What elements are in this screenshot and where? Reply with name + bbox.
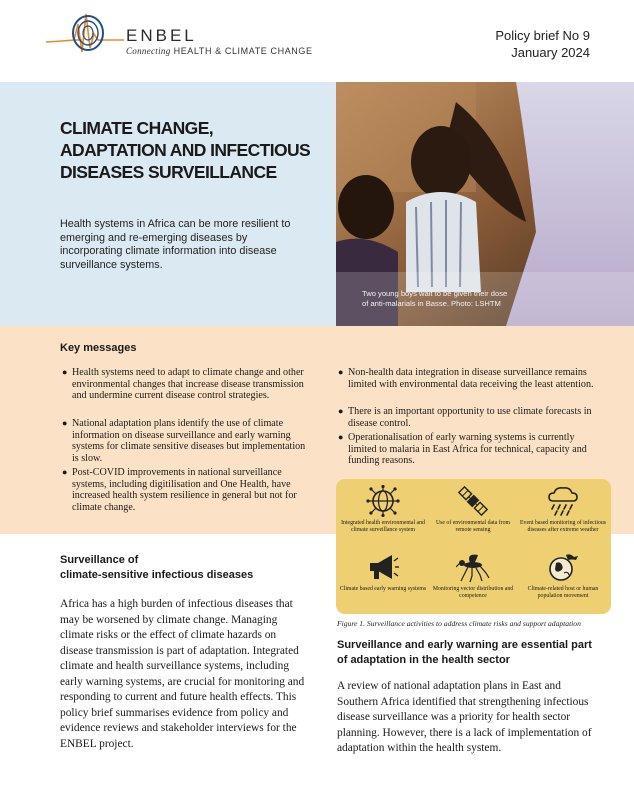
key-message-text: Post-COVID improvements in national surveillance systems, including digitilisation and One Health, have increased health system resilience in general but not for climate change. (72, 467, 297, 513)
intro-paragraph: Health systems in Africa can be more resilient to emerging and re-emerging diseases by incorporating climate information into disease surveillance systems. (60, 218, 291, 271)
brief-date: January 2024 (511, 45, 590, 60)
infographic-cell (519, 551, 607, 599)
section-heading-early-warning: Surveillance and early warning are essential part of adaptation in the health sector (337, 639, 592, 666)
key-message-text: Health systems need to adapt to climate change and other environmental changes that increase disease transmission and undermine current disease control strategies. (72, 367, 304, 402)
enbel-logo-mark (44, 8, 126, 56)
section-heading-line-1: Surveillance of (60, 554, 139, 566)
key-message-text: Non-health data integration in disease surveillance remains limited with environmental data receiving the least attention. (348, 367, 594, 390)
bullet-icon: ● (338, 432, 344, 442)
title-line-1: CLIMATE CHANGE, (60, 118, 214, 138)
infographic-label: Use of environmental data from remote sensing (435, 520, 511, 533)
key-message-item (338, 367, 598, 390)
bullet-icon: ● (62, 418, 68, 428)
infographic-label: Event based monitoring of infectious diseases after extreme weather (520, 520, 606, 533)
title-line-3: DISEASES SURVEILLANCE (60, 162, 277, 182)
key-message-text: Operationalisation of early warning systems is currently limited to malaria in East Africa for technical, capacity and funding reasons. (348, 432, 587, 467)
title-line-2: ADAPTATION AND INFECTIOUS (60, 140, 311, 160)
bullet-icon: ● (338, 406, 344, 416)
photo-caption (362, 289, 542, 308)
section-body-surveillance: Africa has a high burden of infectious diseases that may be worsened by climate change. Managing climate risks or the effect of climate hazards on disease transmission is part of adaptation. Integrated climate and health surveillance systems, including early warning systems, are crucial for monitoring and responding to current and future health effects. This policy brief summarises evidence from policy and evidence reviews and stakeholder interviews for the ENBEL project. (60, 598, 305, 750)
key-message-item (338, 432, 598, 467)
key-message-item (62, 467, 312, 513)
satellite-icon (456, 485, 490, 517)
globe-network-icon (366, 485, 400, 517)
megaphone-icon (366, 551, 400, 583)
page-title (60, 117, 330, 183)
mosquito-icon (456, 551, 490, 583)
logo-name: ENBEL (126, 26, 197, 45)
logo-tagline-rest: HEALTH & CLIMATE CHANGE (173, 46, 313, 56)
infographic-label: Monitoring vector distribution and competence (432, 586, 514, 599)
infographic-cell (429, 551, 517, 599)
surveillance-infographic (336, 479, 611, 614)
logo-tagline (126, 46, 313, 56)
section-heading-line-2: climate-sensitive infectious diseases (60, 569, 254, 581)
rain-cloud-icon (546, 485, 580, 517)
key-message-text: There is an important opportunity to use climate forecasts in disease control. (348, 406, 592, 429)
section-body-early-warning: A review of national adaptation plans in East and Southern Africa identified that strengthening infectious disease surveillance was a priority for health sector planning. However, there is a lack of implementation of adaptation within the health system. (337, 680, 592, 754)
key-message-text: National adaptation plans identify the use of climate information on disease surveillance and early warning systems for climate sensitive diseases but implementation is slow. (72, 418, 306, 464)
photo-caption-line-2: of anti-malarials in Basse. Photo: LSHTM (362, 298, 501, 308)
bullet-icon: ● (338, 367, 344, 377)
brief-number: Policy brief No 9 (495, 28, 590, 43)
infographic-cell (519, 485, 607, 533)
bat-globe-icon (546, 551, 580, 583)
infographic-label: Climate-related host or human population movement (527, 586, 599, 599)
key-message-item (62, 418, 312, 464)
infographic-cell (429, 485, 517, 533)
logo-wave-icon (44, 8, 126, 56)
infographic-label: Climate based early warning systems (339, 586, 427, 592)
infographic-label: Integrated health environmental and climate surveillance system (341, 520, 425, 533)
logo-tagline-italic: Connecting (126, 46, 171, 56)
section-heading-surveillance (60, 553, 253, 583)
bullet-icon: ● (62, 467, 68, 477)
infographic-cell (339, 485, 427, 533)
key-message-item (62, 367, 312, 402)
key-messages-heading: Key messages (60, 342, 137, 354)
photo-caption-line-1: Two young boys wait to be given their dose (362, 289, 508, 298)
bullet-icon: ● (62, 367, 68, 377)
infographic-cell (339, 551, 427, 593)
figure-caption: Figure 1. Surveillance activities to address climate risks and support adaptation (337, 619, 581, 628)
key-message-item (338, 406, 598, 429)
